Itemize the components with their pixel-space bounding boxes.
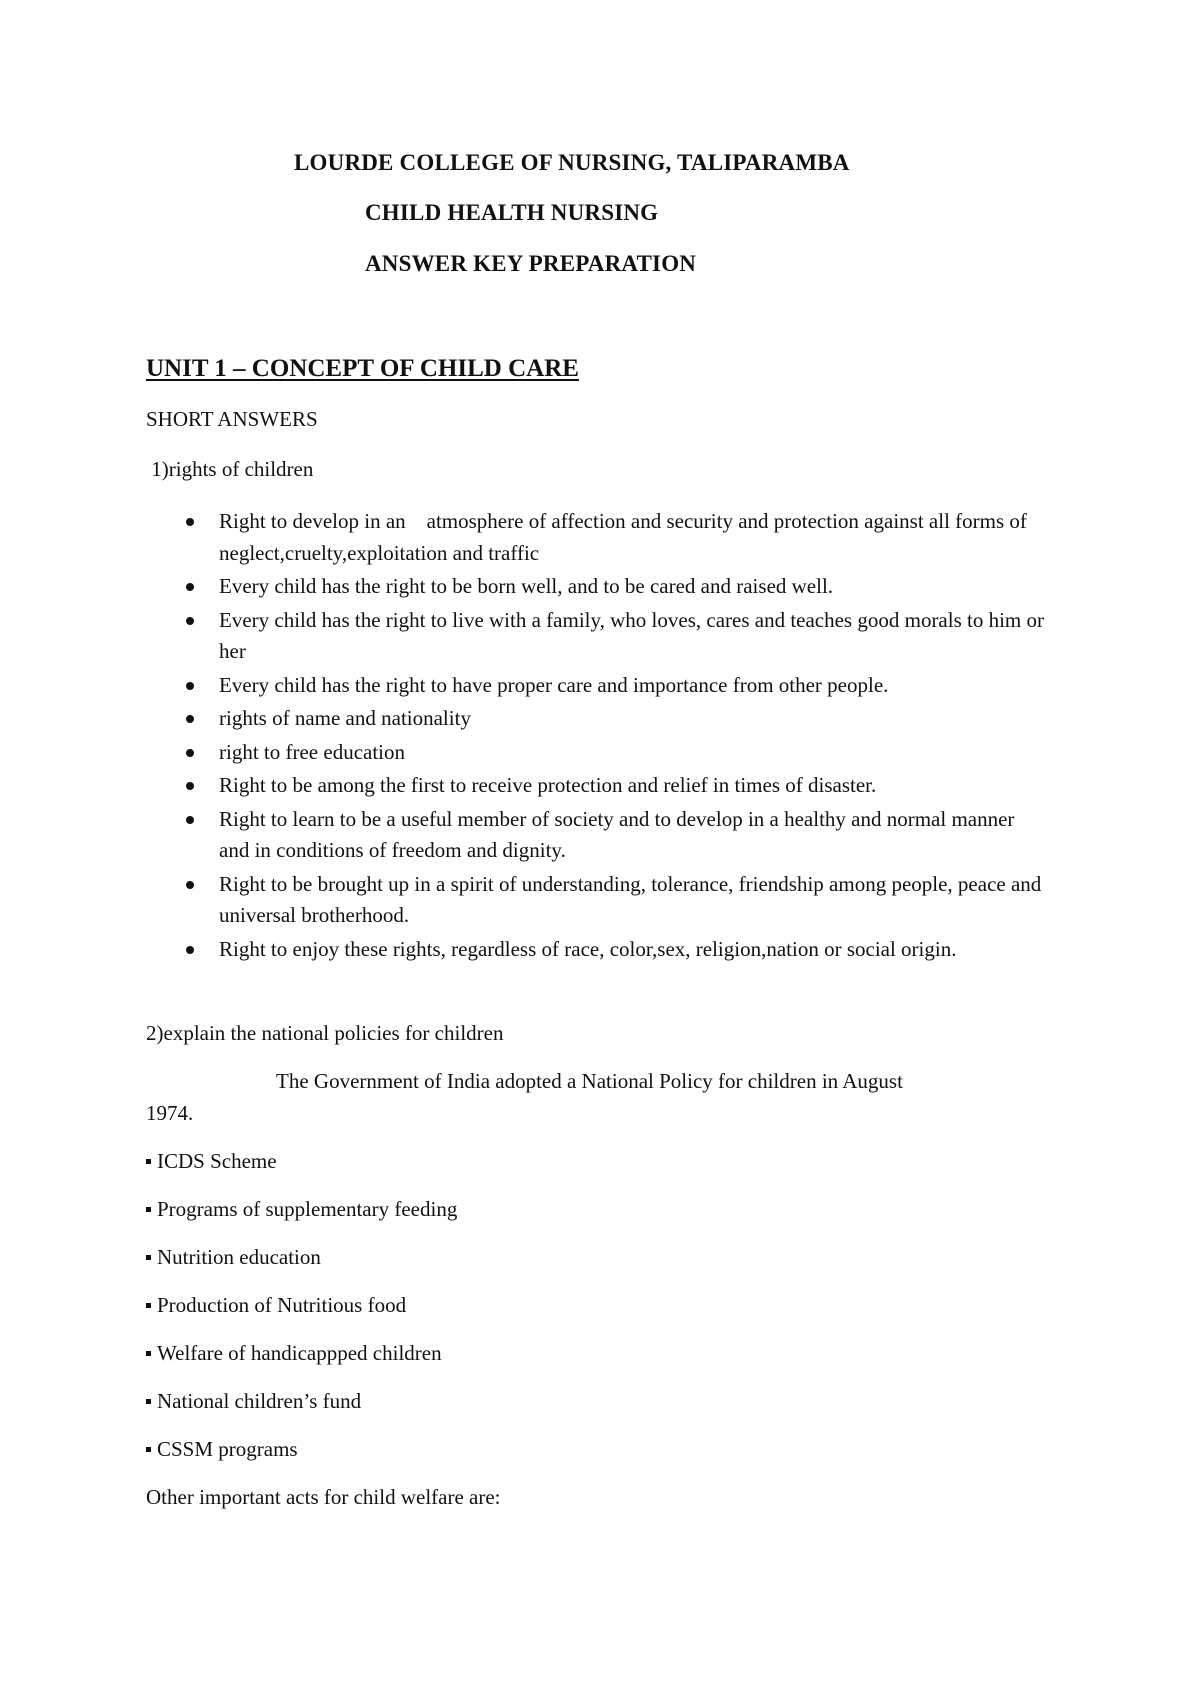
list-item: [146, 1197, 457, 1222]
list-item-text: ICDS Scheme: [157, 1149, 277, 1173]
list-item-text: Right to develop in an atmosphere of affection and security and protection against all forms of neglect,cruelty,exploitation and traffic: [219, 509, 1033, 565]
list-item-text: Every child has the right to live with a family, who loves, cares and teaches good morals to him or her: [219, 607, 1045, 663]
list-item: [219, 571, 1049, 603]
square-bullet-icon: [146, 1207, 151, 1212]
list-item: [146, 1341, 442, 1366]
list-item-text: Nutrition education: [157, 1245, 321, 1269]
list-item-text: Right to learn to be a useful member of society and to develop in a healthy and normal manner and in conditions of freedom and dignity.: [219, 806, 1015, 862]
rights-list: [219, 506, 1049, 965]
section-label: SHORT ANSWERS: [146, 407, 318, 431]
square-bullet-icon: [146, 1159, 151, 1164]
square-bullet-icon: [146, 1447, 151, 1452]
list-item: [146, 1245, 321, 1270]
list-item: [219, 506, 1049, 569]
list-item: [219, 934, 1049, 966]
list-item-text: CSSM programs: [157, 1437, 298, 1461]
list-item: [146, 1389, 361, 1414]
list-item: [219, 804, 1049, 867]
list-item-text: Programs of supplementary feeding: [157, 1197, 458, 1221]
list-item-text: rights of name and nationality: [219, 706, 471, 730]
list-item-text: Right to enjoy these rights, regardless of race, color,sex, religion,nation or social origin.: [219, 936, 957, 961]
square-bullet-icon: [146, 1255, 151, 1260]
list-item-text: Every child has the right to have proper care and importance from other people.: [219, 672, 889, 697]
list-item: [219, 670, 1049, 702]
list-item: [219, 869, 1049, 932]
square-bullet-icon: [146, 1399, 151, 1404]
list-item: [146, 1149, 277, 1174]
question-2: 2)explain the national policies for children: [146, 1021, 504, 1045]
list-item-text: Right to be among the first to receive protection and relief in times of disaster.: [219, 773, 877, 797]
policy-intro-line-2: 1974.: [146, 1101, 194, 1125]
list-item-text: Welfare of handicappped children: [157, 1341, 442, 1365]
list-item: [146, 1293, 406, 1318]
subject-title: CHILD HEALTH NURSING: [365, 200, 659, 225]
policy-intro-line-1: The Government of India adopted a National Policy for children in August: [276, 1069, 903, 1093]
list-item-text: Production of Nutritious food: [157, 1293, 407, 1317]
list-item-text: Right to be brought up in a spirit of understanding, tolerance, friendship among people, peace and universal brotherhood.: [219, 871, 1042, 927]
list-item: [146, 1437, 298, 1462]
list-item: [219, 737, 1049, 769]
square-bullet-icon: [146, 1303, 151, 1308]
list-item-text: National children’s fund: [157, 1389, 362, 1413]
list-item-text: right to free education: [219, 739, 406, 764]
question-1: 1)rights of children: [146, 457, 314, 481]
college-name: LOURDE COLLEGE OF NURSING, TALIPARAMBA: [294, 150, 850, 175]
document-title: ANSWER KEY PREPARATION: [365, 251, 697, 276]
closing-line: Other important acts for child welfare are:: [146, 1485, 501, 1509]
list-item: [219, 605, 1049, 668]
square-bullet-icon: [146, 1351, 151, 1356]
list-item-text: Every child has the right to be born well, and to be cared and raised well.: [219, 574, 834, 598]
unit-heading: UNIT 1 – CONCEPT OF CHILD CARE: [146, 355, 579, 382]
list-item: [219, 770, 1049, 802]
list-item: [219, 703, 1049, 735]
